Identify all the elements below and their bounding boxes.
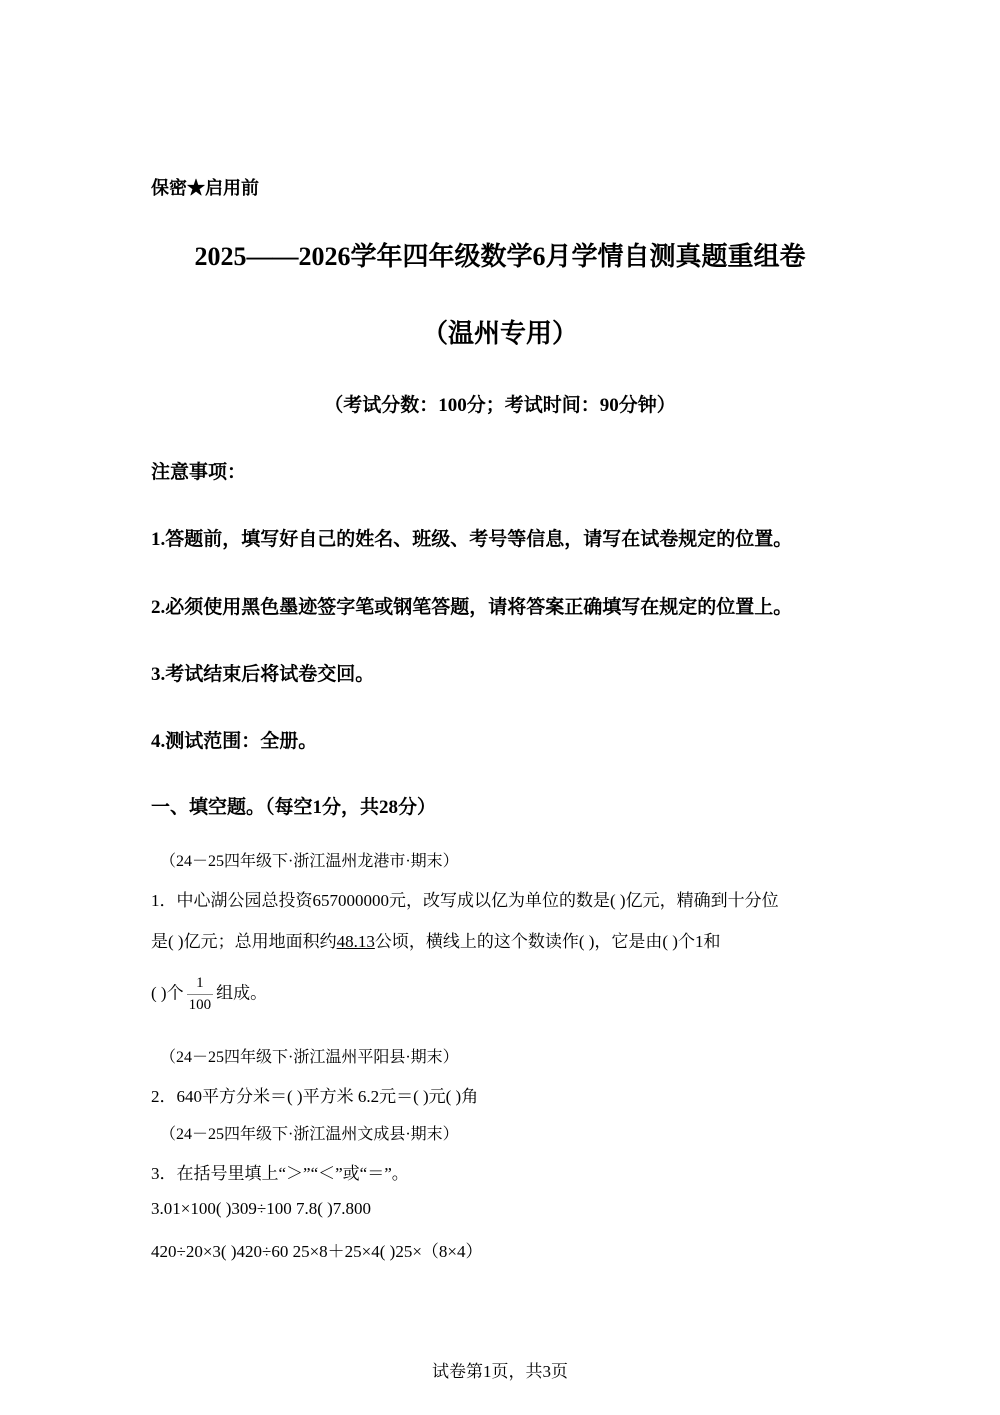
- question-3-source: （24－25四年级下·浙江温州文成县·期末）: [160, 1126, 459, 1143]
- fraction-one-hundredth: [187, 976, 214, 1013]
- notice-item-4: 4.测试范围：全册。: [151, 731, 318, 752]
- exam-info: （考试分数：100分；考试时间：90分钟）: [324, 395, 676, 416]
- notice-item-2: 2.必须使用黑色墨迹签字笔或钢笔答题，请将答案正确填写在规定的位置上。: [151, 597, 793, 618]
- question-1-line-2-start: 是( )亿元；总用地面积约: [151, 932, 337, 951]
- question-1-line-3-start: ( )个: [151, 983, 184, 1003]
- question-1-line-2: [151, 927, 720, 952]
- question-1-source: （24－25四年级下·浙江温州龙港市·期末）: [160, 853, 459, 870]
- exam-subtitle: （温州专用）: [421, 319, 578, 348]
- fraction-denominator: 100: [188, 997, 212, 1013]
- question-1-line-2-end: 公顷，横线上的这个数读作( )，它是由( )个1和: [374, 932, 721, 951]
- question-1-line-3-end: 组成。: [216, 983, 268, 1003]
- question-3-row-2: 420÷20×3( )420÷60 25×8＋25×4( )25×（8×4）: [151, 1242, 483, 1261]
- exam-title: 2025——2026学年四年级数学6月学情自测真题重组卷: [194, 242, 806, 271]
- question-3-line-1: 3．在括号里填上“＞”“＜”或“＝”。: [151, 1164, 409, 1183]
- underlined-area-value: 48.13: [336, 932, 375, 951]
- question-3-row-1: 3.01×100( )309÷100 7.8( )7.800: [151, 1199, 372, 1218]
- section-heading-fill-blank: 一、填空题。（每空1分，共28分）: [151, 797, 437, 818]
- fraction-numerator: 1: [187, 976, 214, 995]
- question-1-line-3: [151, 976, 267, 1013]
- question-1-line-1: 1．中心湖公园总投资657000000元，改写成以亿为单位的数是( )亿元，精确到十分位: [151, 891, 779, 910]
- question-2-source: （24－25四年级下·浙江温州平阳县·期末）: [160, 1049, 459, 1066]
- question-2-line-1: 2．640平方分米＝( )平方米 6.2元＝( )元( )角: [151, 1087, 479, 1106]
- notice-item-3: 3.考试结束后将试卷交回。: [151, 664, 375, 685]
- confidential-label: 保密★启用前: [151, 178, 259, 198]
- notice-heading: 注意事项：: [151, 462, 247, 483]
- page-footer: 试卷第1页，共3页: [432, 1362, 568, 1381]
- notice-item-1: 1.答题前，填写好自己的姓名、班级、考号等信息，请写在试卷规定的位置。: [151, 529, 793, 550]
